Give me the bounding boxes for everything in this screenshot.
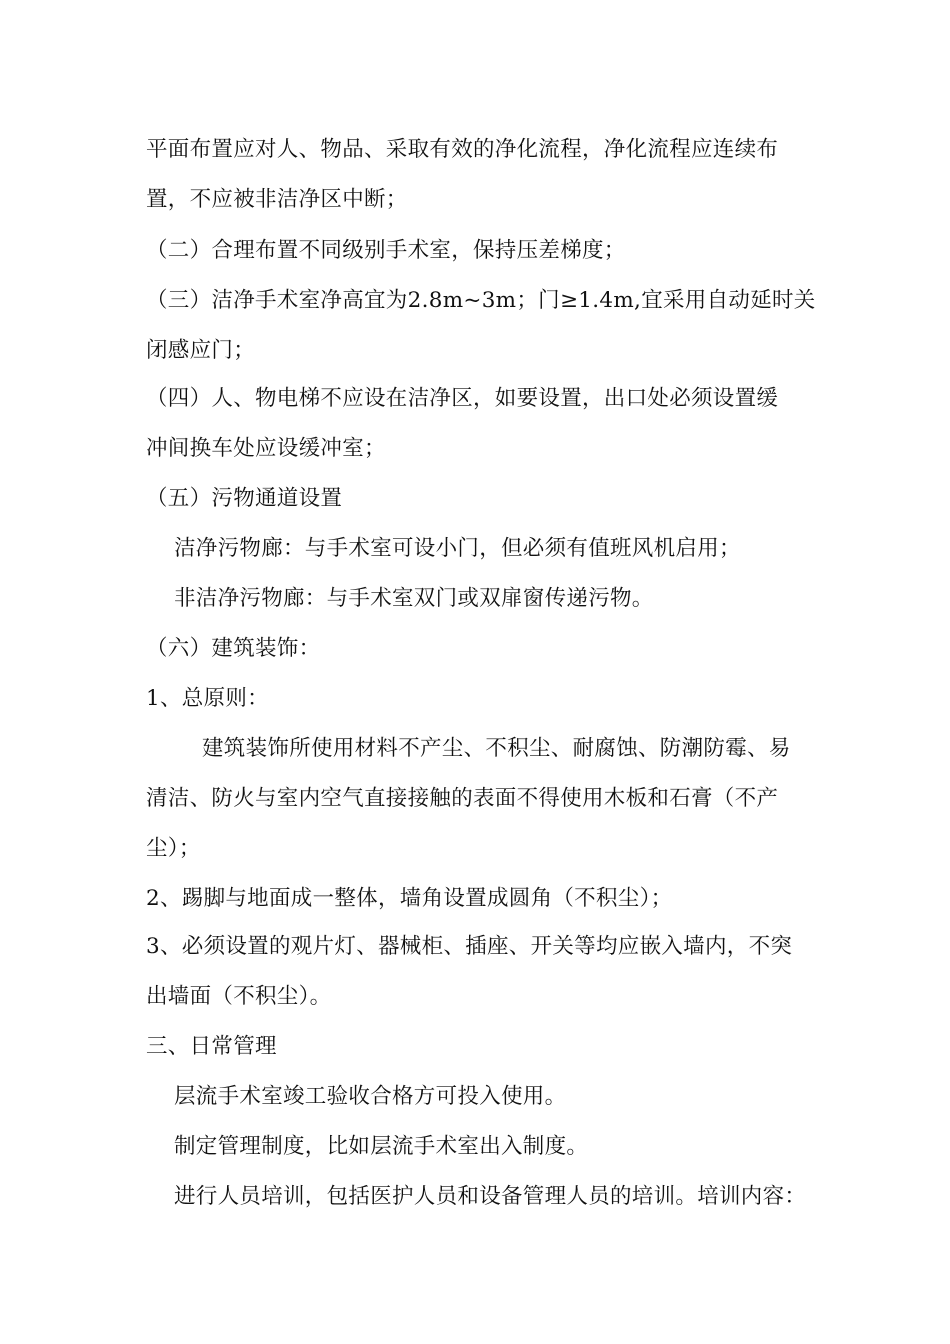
text-line-22: 进行人员培训，包括医护人员和设备管理人员的培训。培训内容：: [174, 1184, 807, 1209]
text-line-6: （四）人、物电梯不应设在洁净区，如要设置，出口处必须设置缓: [146, 386, 779, 411]
text-line-16: 2、踢脚与地面成一整体，墙角设置成圆角（不积尘）；: [146, 886, 673, 911]
text-line-3: （二）合理布置不同级别手术室，保持压差梯度；: [146, 238, 626, 263]
text-line-19: 三、日常管理: [146, 1034, 277, 1059]
text-line-1: 平面布置应对人、物品、采取有效的净化流程，净化流程应连续布: [146, 137, 779, 162]
text-line-9: 洁净污物廊：与手术室可设小门，但必须有值班风机启用；: [174, 536, 741, 561]
text-line-5: 闭感应门；: [146, 338, 256, 363]
text-line-10: 非洁净污物廊：与手术室双门或双扉窗传递污物。: [174, 586, 654, 611]
text-line-12: 1、总原则：: [146, 686, 269, 711]
text-line-21: 制定管理制度，比如层流手术室出入制度。: [174, 1134, 589, 1159]
text-line-20: 层流手术室竣工验收合格方可投入使用。: [174, 1084, 567, 1109]
text-line-2: 置，不应被非洁净区中断；: [146, 187, 408, 212]
text-line-15: 尘）；: [146, 836, 201, 861]
text-line-11: （六）建筑装饰：: [146, 636, 321, 661]
text-line-18: 出墙面（不积尘）。: [146, 984, 332, 1009]
text-line-13: 建筑装饰所使用材料不产尘、不积尘、耐腐蚀、防潮防霉、易: [202, 736, 791, 761]
text-line-17: 3、必须设置的观片灯、器械柜、插座、开关等均应嵌入墙内，不突: [146, 934, 793, 959]
text-line-4: （三）洁净手术室净高宜为2.8m~3m；门≥1.4m,宜采用自动延时关: [146, 288, 816, 313]
text-line-14: 清洁、防火与室内空气直接接触的表面不得使用木板和石膏（不产: [146, 786, 779, 811]
text-line-8: （五）污物通道设置: [146, 486, 343, 511]
text-line-7: 冲间换车处应设缓冲室；: [146, 436, 386, 461]
